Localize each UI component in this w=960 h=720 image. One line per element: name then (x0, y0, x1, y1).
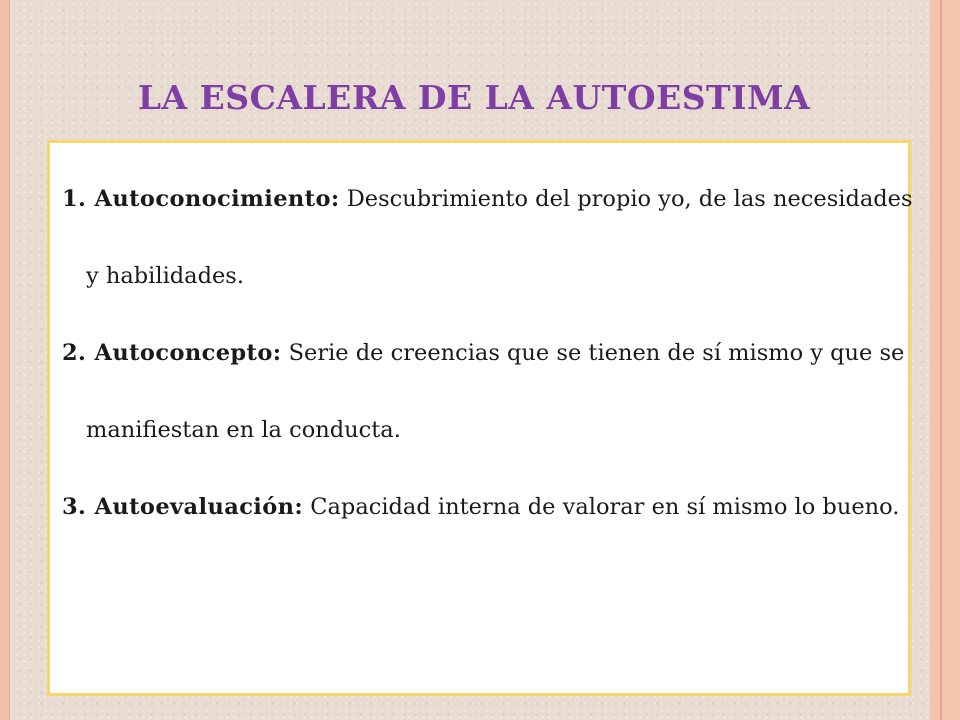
item-description: Serie de creencias que se tienen de sí mismo y que se manifiestan en la conducta. (86, 340, 905, 443)
item-term: 2. Autoconcepto: (62, 340, 282, 366)
item-term: 3. Autoevaluación: (62, 494, 304, 520)
item-term: 1. Autoconocimiento: (62, 186, 340, 212)
item-description: Capacidad interna de valorar en sí mismo lo bueno. (310, 494, 900, 520)
list-item-autoconocimiento (62, 161, 926, 315)
list-item-autoconcepto (62, 315, 926, 469)
content-box (47, 140, 911, 696)
list-item-autoevaluacion (62, 469, 926, 546)
slide-title: LA ESCALERA DE LA AUTOESTIMA (137, 78, 811, 117)
item-description: Descubrimiento del propio yo, de las necesidades y habilidades. (86, 186, 913, 289)
